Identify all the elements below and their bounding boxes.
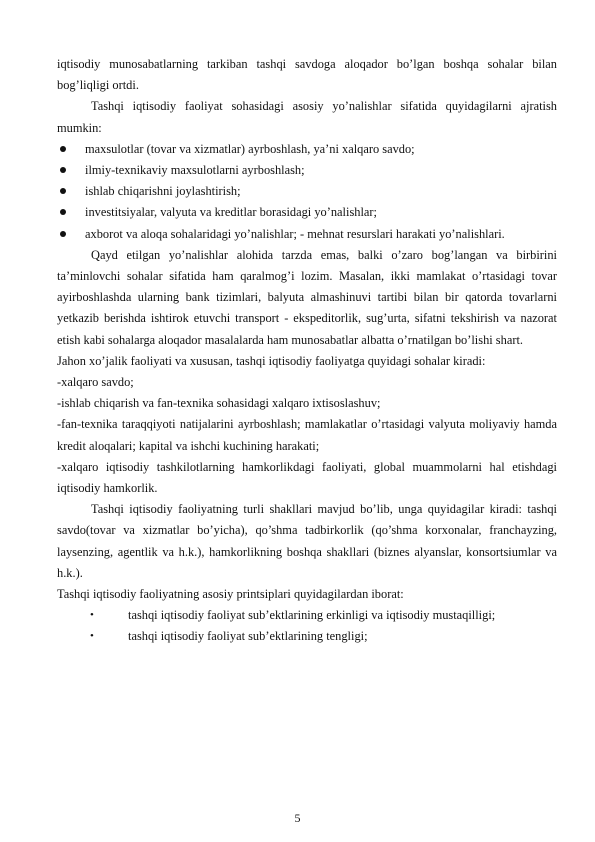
small-bullet-icon: • bbox=[90, 630, 94, 643]
list-item-text: tashqi iqtisodiy faoliyat sub’ektlarining tengligi; bbox=[128, 629, 368, 644]
list-item-text: axborot va aloqa sohalaridagi yo’nalishlar; - mehnat resurslari harakati yo’nalishlari. bbox=[85, 226, 505, 241]
paragraph-forms: Tashqi iqtisodiy faoliyatning turli shakllari mavjud bo’lib, unga quyidagilar kiradi: tashqi savdo(tovar va xizmatlar bo’yicha), qo’shma tadbirkorlik (qo’shma korxonalar, franchayzing, laysenzing, agentlik va h.k.), hamkorlikning boshqa shakllari (biznes alyanslar, konsortsiumlar va h.k.). bbox=[57, 502, 557, 580]
list-item bbox=[57, 626, 557, 647]
dash-item-organizations: -xalqaro iqtisodiy tashkilotlarning hamkorlikdagi faoliyati, global muammolarni hal etishdagi iqtisodiy hamkorlik. bbox=[57, 459, 557, 496]
list-item-text: tashqi iqtisodiy faoliyat sub’ektlarining erkinligi va iqtisodiy mustaqilligi; bbox=[128, 608, 496, 623]
bullet-icon bbox=[60, 231, 66, 237]
principles-list bbox=[57, 605, 557, 647]
paragraph-spheres-intro: Jahon xo’jalik faoliyati va xususan, tashqi iqtisodiy faoliyatga quyidagi sohalar kiradi: bbox=[57, 353, 486, 368]
list-item-text: maxsulotlar (tovar va xizmatlar) ayrboshlash, ya’ni xalqaro savdo; bbox=[85, 141, 415, 156]
paragraph-principles-intro: Tashqi iqtisodiy faoliyatning asosiy printsiplari quyidagilardan iborat: bbox=[57, 587, 404, 602]
bullet-icon bbox=[60, 146, 66, 152]
list-item bbox=[57, 160, 557, 181]
small-bullet-icon: • bbox=[90, 609, 94, 622]
directions-list bbox=[57, 139, 557, 245]
list-item bbox=[57, 605, 557, 626]
list-item bbox=[57, 181, 557, 202]
list-item bbox=[57, 224, 557, 245]
dash-item-specialization: -ishlab chiqarish va fan-texnika sohasidagi xalqaro ixtisoslashuv; bbox=[57, 396, 381, 411]
paragraph-interrelation: Qayd etilgan yo’nalishlar alohida tarzda emas, balki o’zaro bog’langan va birbirini ta’minlovchi sohalar sifatida ham qaralmog’i lozim. Masalan, ikki mamlakat o’rtasidagi tovar ayirboshlashda ularning bank tizimlari, balyuta almashinuvi tartibi bilan bir qatorda tovarlarni yetkazib berishda ishtirok etuvchi transport - ekspeditorlik, sug’urta, sifatni tekshirish va nazorat etish kabi sohalarga aloqador masalalarda ham munosabatlar albatta o’rnatilgan bo’lishi shart. bbox=[57, 247, 557, 347]
bullet-icon bbox=[60, 188, 66, 194]
paragraph-continuation: iqtisodiy munosabatlarning tarkiban tashqi savdoga aloqador bo’lgan boshqa sohalar bilan bog’liqligi ortdi. bbox=[57, 57, 557, 93]
list-item-text: investitsiyalar, valyuta va kreditlar borasidagi yo’nalishlar; bbox=[85, 205, 377, 220]
dash-item-trade: -xalqaro savdo; bbox=[57, 375, 134, 390]
page-body bbox=[57, 54, 557, 648]
list-item bbox=[57, 202, 557, 223]
bullet-icon bbox=[60, 209, 66, 215]
paragraph-directions-intro: Tashqi iqtisodiy faoliyat sohasidagi asosiy yo’nalishlar sifatida quyidagilarni ajratish mumkin: bbox=[57, 99, 557, 135]
page-number: 5 bbox=[294, 811, 301, 825]
bullet-icon bbox=[60, 167, 66, 173]
list-item-text: ilmiy-texnikaviy maxsulotlarni ayrboshlash; bbox=[85, 163, 305, 178]
list-item-text: ishlab chiqarishni joylashtirish; bbox=[85, 184, 241, 199]
list-item bbox=[57, 139, 557, 160]
dash-item-exchange: -fan-texnika taraqqiyoti natijalarini ayrboshlash; mamlakatlar o’rtasidagi valyuta moliyaviy hamda kredit aloqalari; kapital va ishchi kuchining harakati; bbox=[57, 417, 557, 453]
